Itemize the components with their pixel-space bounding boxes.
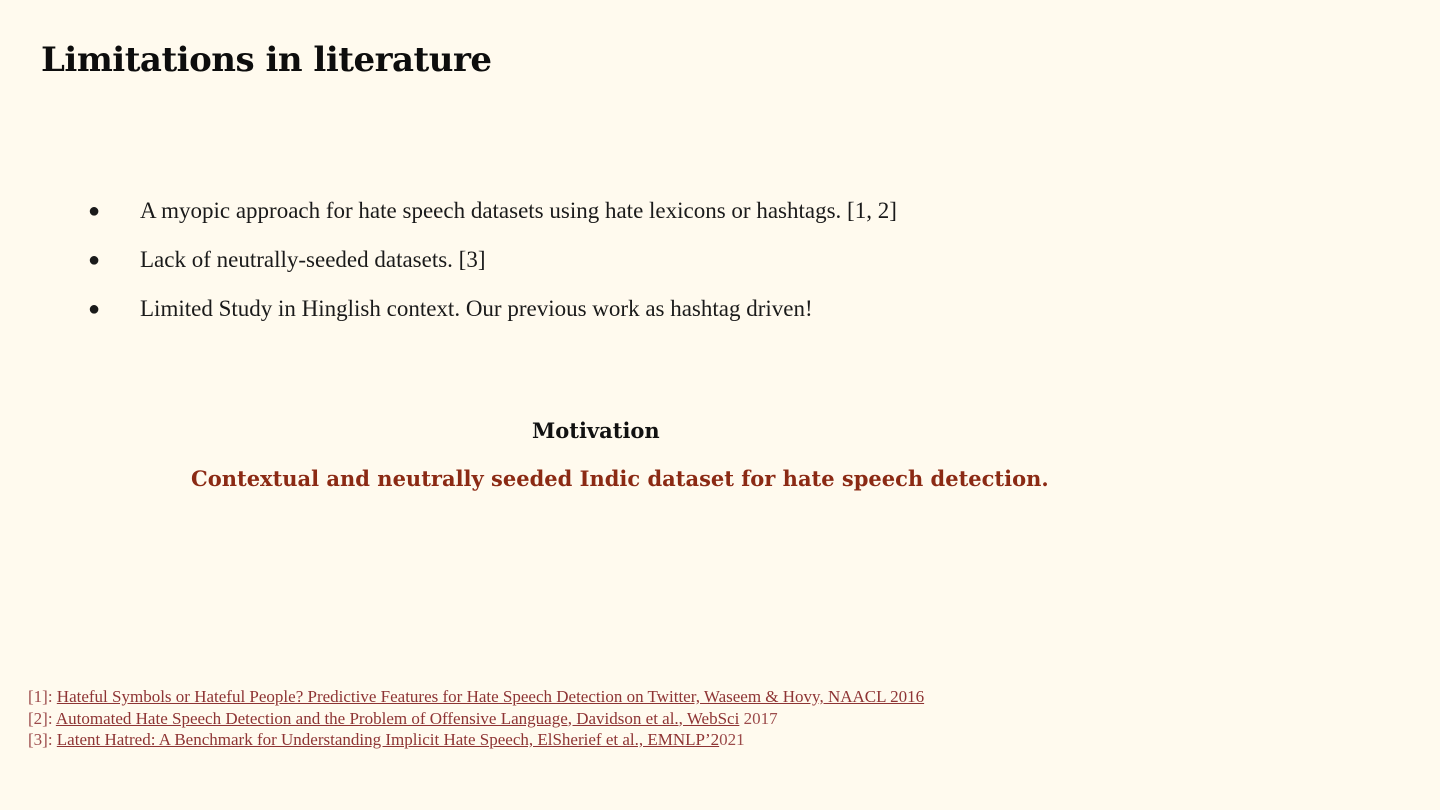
reference-suffix: 021 xyxy=(719,730,745,749)
reference-item xyxy=(28,686,924,708)
reference-link[interactable]: Hateful Symbols or Hateful People? Predictive Features for Hate Speech Detection on Twitter, Waseem & Hovy, NAACL 2016 xyxy=(56,687,925,706)
reference-marker: [2]: xyxy=(28,708,56,728)
bullet-list xyxy=(88,195,897,342)
bullet-item xyxy=(88,195,897,244)
motivation-heading: Motivation xyxy=(532,418,660,443)
bullet-icon: ● xyxy=(88,298,101,320)
bullet-item xyxy=(88,293,897,342)
reference-marker: [3]: xyxy=(28,730,57,749)
bullet-icon: ● xyxy=(88,200,101,222)
reference-suffix: 2017 xyxy=(739,708,778,728)
reference-item xyxy=(28,729,924,751)
bullet-item xyxy=(88,244,897,293)
motivation-statement: Contextual and neutrally seeded Indic dataset for hate speech detection. xyxy=(191,466,1049,491)
slide-title: Limitations in literature xyxy=(41,40,492,80)
references xyxy=(28,686,924,751)
reference-link[interactable]: Latent Hatred: A Benchmark for Understanding Implicit Hate Speech, ElSherief et al., EMNLP’2 xyxy=(56,730,720,749)
reference-marker: [1]: xyxy=(28,687,57,706)
bullet-icon: ● xyxy=(88,249,101,271)
bullet-text: Limited Study in Hinglish context. Our previous work as hashtag driven! xyxy=(140,296,813,321)
bullet-text: A myopic approach for hate speech datasets using hate lexicons or hashtags. [1, 2] xyxy=(140,198,897,223)
bullet-text: Lack of neutrally-seeded datasets. [3] xyxy=(140,247,486,272)
reference-item xyxy=(28,708,924,730)
reference-link[interactable]: Automated Hate Speech Detection and the Problem of Offensive Language, Davidson et al., WebSci xyxy=(55,708,740,728)
